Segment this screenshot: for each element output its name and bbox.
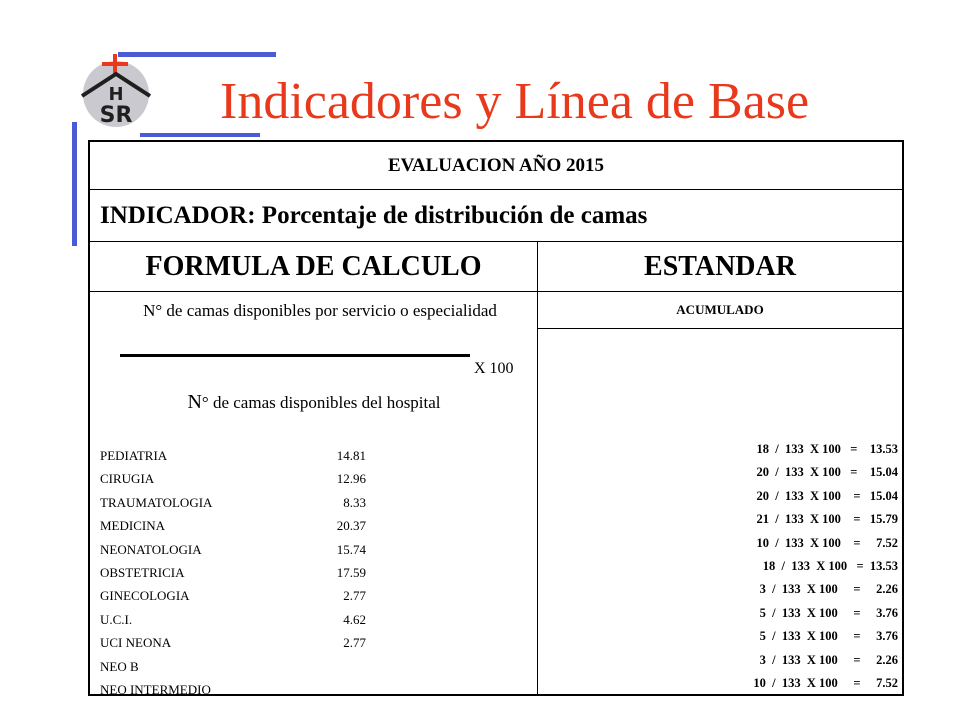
- list-item: 18 / 133 X 100 = 13.53: [762, 558, 898, 573]
- list-item: [100, 514, 400, 537]
- accent-bar-left: [72, 122, 77, 246]
- formula-denominator: [90, 391, 538, 414]
- service-value: 8.33: [343, 494, 366, 510]
- list-item: 20 / 133 X 100 = 15.04: [756, 488, 898, 503]
- indicator-label: INDICADOR: Porcentaje de distribución de camas: [90, 190, 902, 242]
- header-estandar: ESTANDAR: [644, 251, 796, 282]
- list-item: [100, 467, 400, 490]
- indicator-table: [88, 140, 904, 696]
- service-value: 12.96: [336, 471, 366, 487]
- service-value: 2.77: [343, 588, 366, 604]
- calculation-list: [538, 438, 898, 695]
- logo-letter-h: H: [108, 84, 124, 105]
- list-item: [100, 678, 400, 701]
- service-name: GINECOLOGIA: [100, 588, 190, 604]
- service-name: OBSTETRICIA: [100, 564, 185, 580]
- service-value: 17.59: [336, 564, 366, 580]
- service-value: 2.77: [343, 635, 366, 651]
- service-value: 15.74: [336, 541, 366, 557]
- list-item: [100, 444, 400, 467]
- service-name: TRAUMATOLOGIA: [100, 494, 213, 510]
- list-item: [100, 584, 400, 607]
- list-item: 5 / 133 X 100 = 3.76: [759, 605, 898, 620]
- service-name: UCI NEONA: [100, 635, 172, 651]
- hsr-logo: [72, 52, 162, 132]
- header-formula: FORMULA DE CALCULO: [90, 242, 538, 292]
- list-item: [100, 608, 400, 631]
- formula-multiplier: X 100: [474, 360, 514, 377]
- formula-cell: [90, 292, 538, 697]
- page-title: Indicadores y Línea de Base: [220, 73, 810, 130]
- service-value: 20.37: [336, 518, 366, 534]
- list-item: [100, 561, 400, 584]
- estandar-cell: [538, 292, 902, 694]
- logo-letters-sr: SR: [99, 103, 133, 128]
- list-item: 10 / 133 X 100 = 7.52: [756, 535, 898, 550]
- service-name: NEO B: [100, 658, 139, 674]
- list-item: [100, 538, 400, 561]
- evaluation-year: EVALUACION AÑO 2015: [90, 142, 902, 190]
- list-item: 18 / 133 X 100 = 13.53: [756, 442, 898, 456]
- table-header-row: [90, 242, 902, 292]
- list-item: 10 / 133 X 100 = 7.52: [753, 675, 898, 690]
- list-item: [100, 491, 400, 514]
- list-item: 3 / 133 X 100 = 2.26: [759, 582, 898, 597]
- service-value: 4.62: [343, 611, 366, 627]
- service-name: NEO INTERMEDIO: [100, 681, 211, 697]
- service-value: 14.81: [336, 448, 366, 463]
- acumulado-label: ACUMULADO: [538, 292, 902, 329]
- service-name: NEONATOLOGIA: [100, 541, 202, 557]
- service-name: MEDICINA: [100, 518, 165, 534]
- denominator-prefix: N: [187, 391, 202, 413]
- fraction-line: [120, 354, 470, 357]
- accent-bar-mid: [140, 133, 260, 137]
- list-item: 5 / 133 X 100 = 3.76: [759, 629, 898, 644]
- denominator-rest: ° de camas disponibles del hospital: [201, 393, 441, 412]
- service-name: CIRUGIA: [100, 471, 155, 487]
- service-name: U.C.I.: [100, 611, 133, 627]
- list-item: [100, 631, 400, 654]
- list-item: 21 / 133 X 100 = 15.79: [756, 512, 898, 527]
- table-body: [90, 292, 902, 697]
- service-list: [100, 444, 400, 701]
- list-item: 20 / 133 X 100 = 15.04: [756, 465, 898, 480]
- service-name: PEDIATRIA: [100, 448, 168, 463]
- list-item: [100, 655, 400, 678]
- formula-numerator: N° de camas disponibles por servicio o especialidad: [143, 301, 497, 320]
- list-item: 3 / 133 X 100 = 2.26: [759, 652, 898, 667]
